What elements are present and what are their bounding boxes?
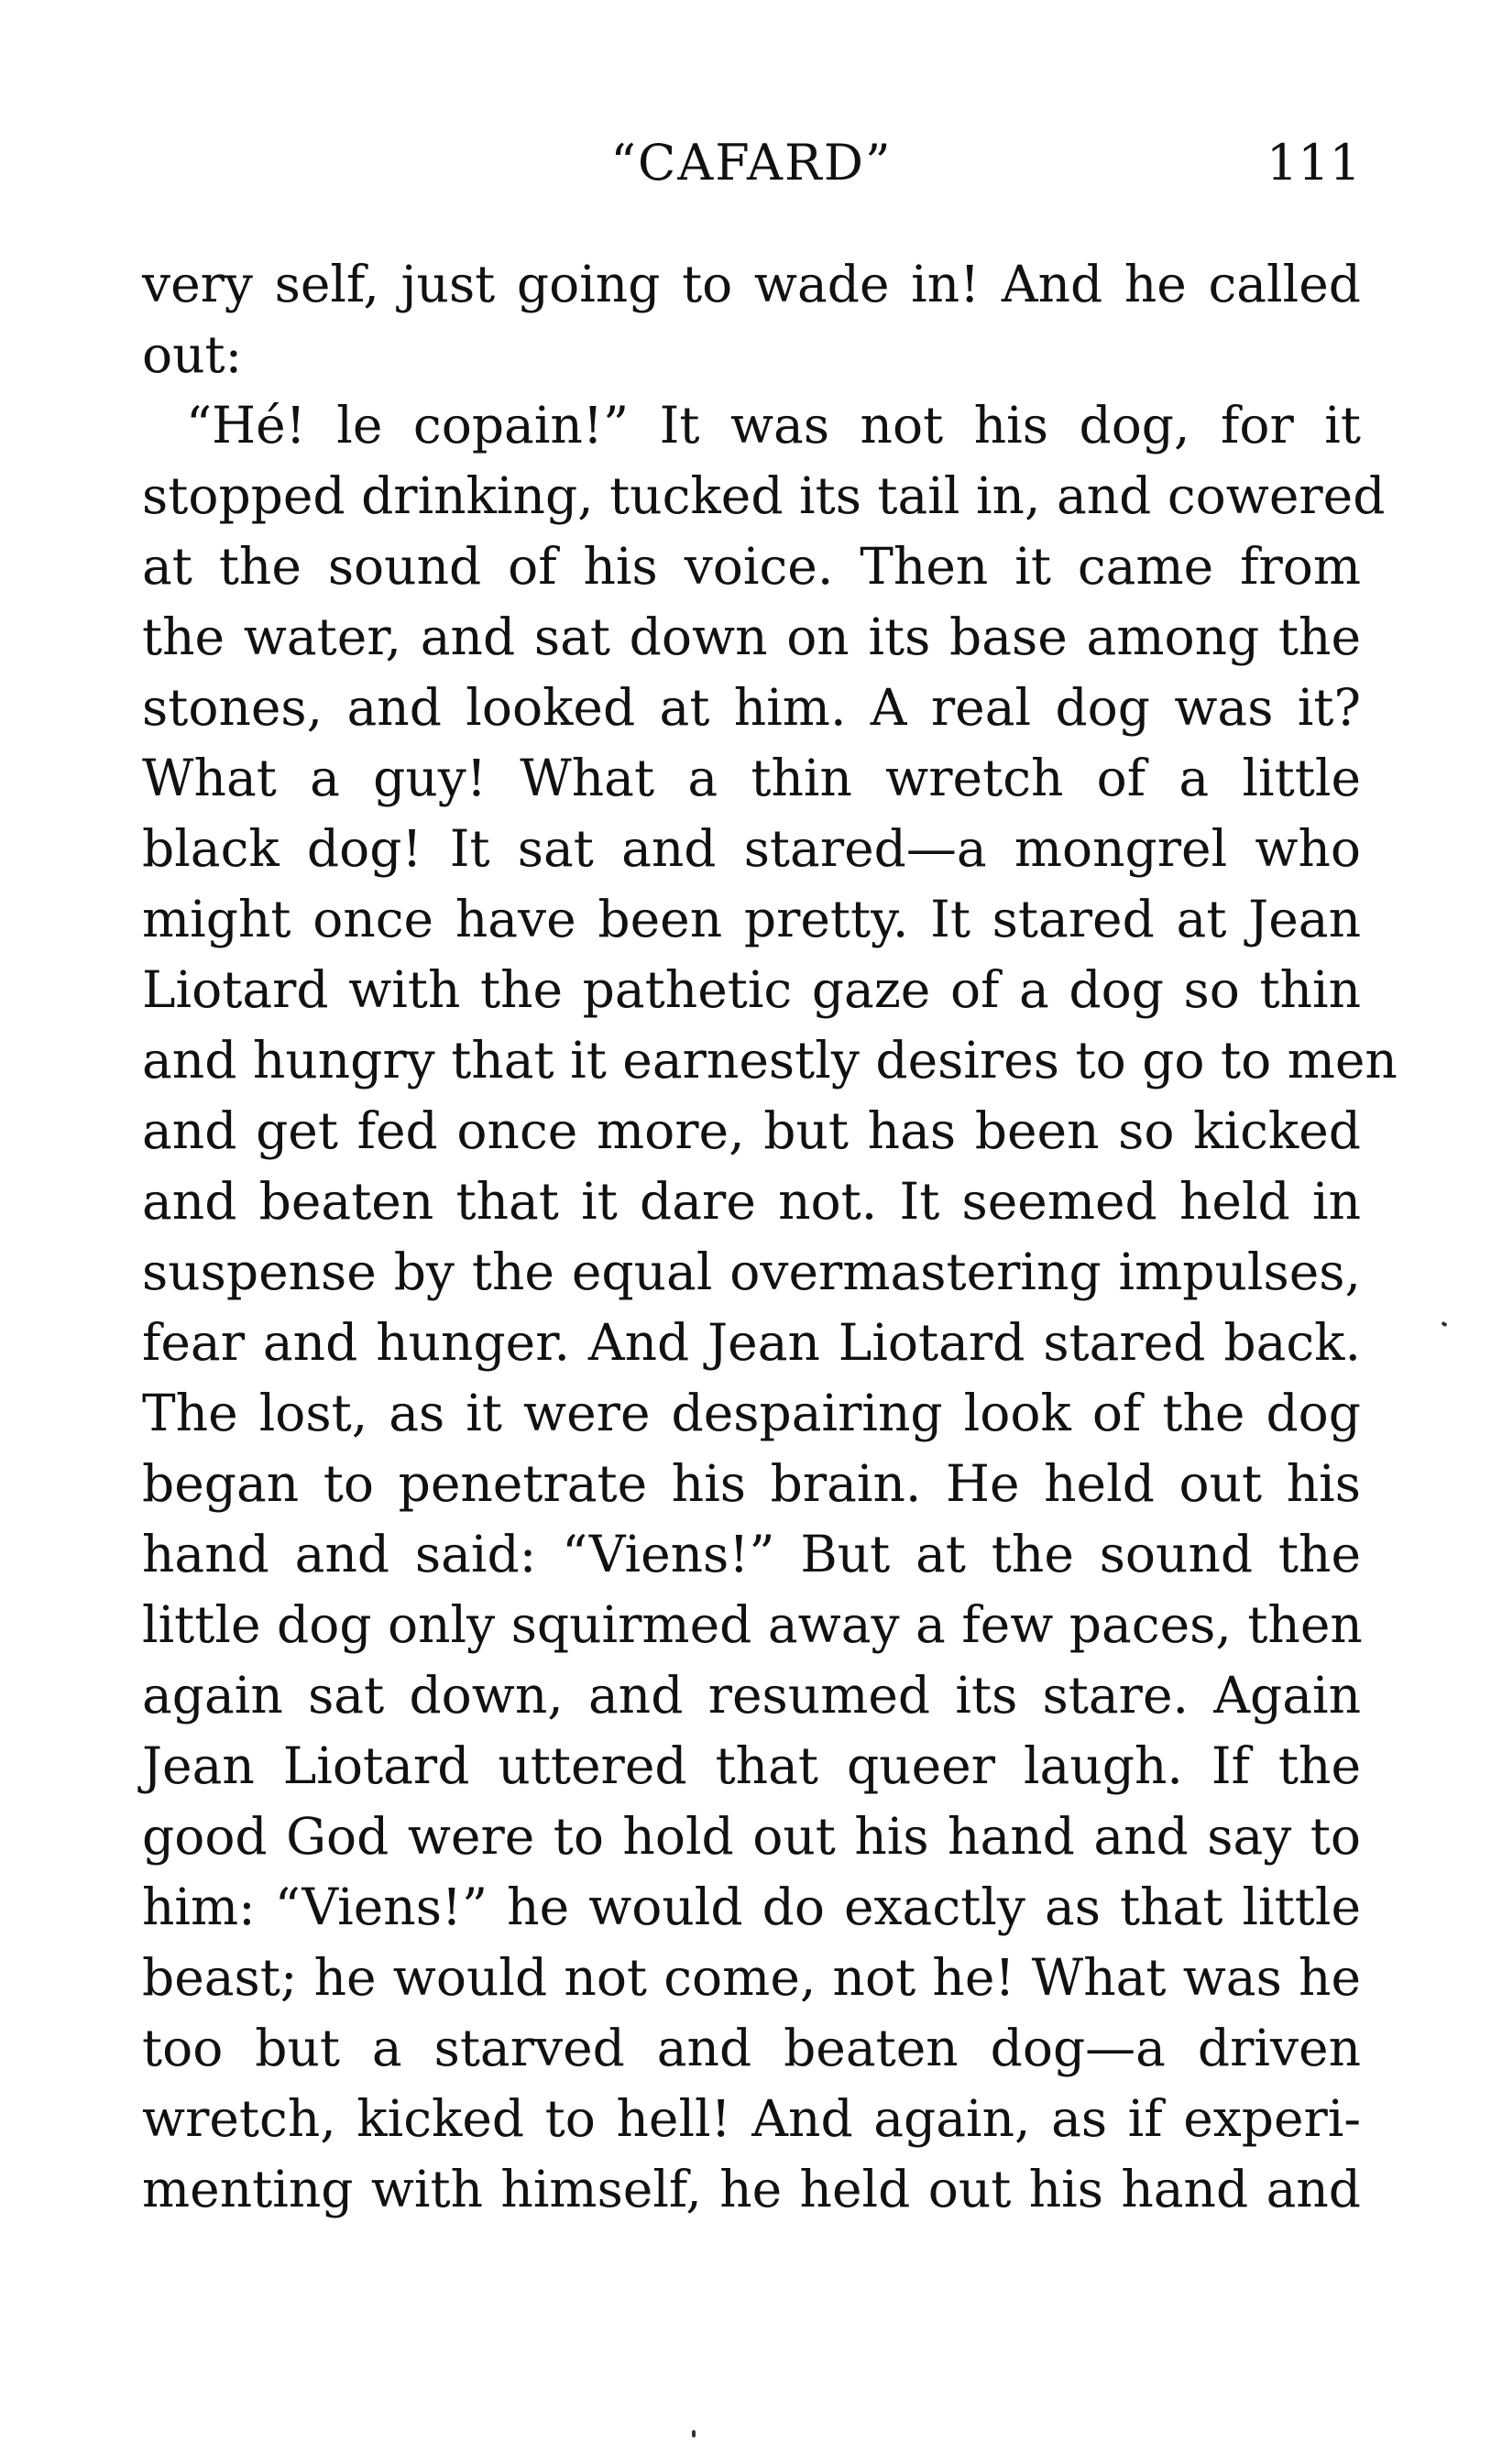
page-number: 111 [1266, 134, 1361, 192]
text-line: out: [142, 325, 243, 384]
text-line: suspense by the equal overmastering impulses, [142, 1243, 1361, 1301]
text-line: hand and said: “Viens!” But at the sound the [142, 1525, 1361, 1583]
text-line: Liotard with the pathetic gaze of a dog so thin [142, 960, 1361, 1019]
text-line: “Hé! le copain!” It was not his dog, for it [186, 396, 1361, 454]
text-line: good God were to hold out his hand and say to [142, 1807, 1361, 1866]
text-line: black dog! It sat and stared—a mongrel who [142, 819, 1361, 878]
running-title: “CAFARD” [610, 134, 893, 192]
text-line: stopped drinking, tucked its tail in, and cowered [142, 466, 1386, 525]
text-line: at the sound of his voice. Then it came from [142, 537, 1361, 596]
text-line: fear and hunger. And Jean Liotard stared back. [142, 1313, 1361, 1372]
text-line: very self, just going to wade in! And he called [142, 255, 1361, 313]
text-line: and get fed once more, but has been so kicked [142, 1101, 1361, 1160]
text-line: wretch, kicked to hell! And again, as if experi- [142, 2089, 1361, 2148]
print-speck [692, 2430, 696, 2437]
text-line: menting with himself, he held out his hand and [142, 2160, 1361, 2218]
text-line: too but a starved and beaten dog—a driven [142, 2019, 1361, 2077]
body-text [142, 249, 1398, 2225]
text-line: The lost, as it were despairing look of the dog [142, 1384, 1361, 1442]
text-line: stones, and looked at him. A real dog was it? [142, 678, 1361, 737]
text-line: and hungry that it earnestly desires to go to men [142, 1031, 1398, 1090]
text-line: the water, and sat down on its base among the [142, 608, 1361, 666]
text-line: began to penetrate his brain. He held out his [142, 1454, 1361, 1513]
print-speck [1441, 1321, 1447, 1327]
text-line: and beaten that it dare not. It seemed held in [142, 1172, 1361, 1231]
text-line: again sat down, and resumed its stare. Again [142, 1666, 1361, 1725]
text-line: Jean Liotard uttered that queer laugh. If the [142, 1736, 1361, 1795]
text-line: him: “Viens!” he would do exactly as that little [142, 1878, 1361, 1936]
page-header [142, 126, 1361, 200]
text-line: little dog only squirmed away a few paces, then [142, 1595, 1363, 1654]
text-line: might once have been pretty. It stared at Jean [142, 890, 1361, 948]
text-line: beast; he would not come, not he! What was he [142, 1948, 1361, 2007]
text-line: What a guy! What a thin wretch of a little [142, 749, 1361, 807]
